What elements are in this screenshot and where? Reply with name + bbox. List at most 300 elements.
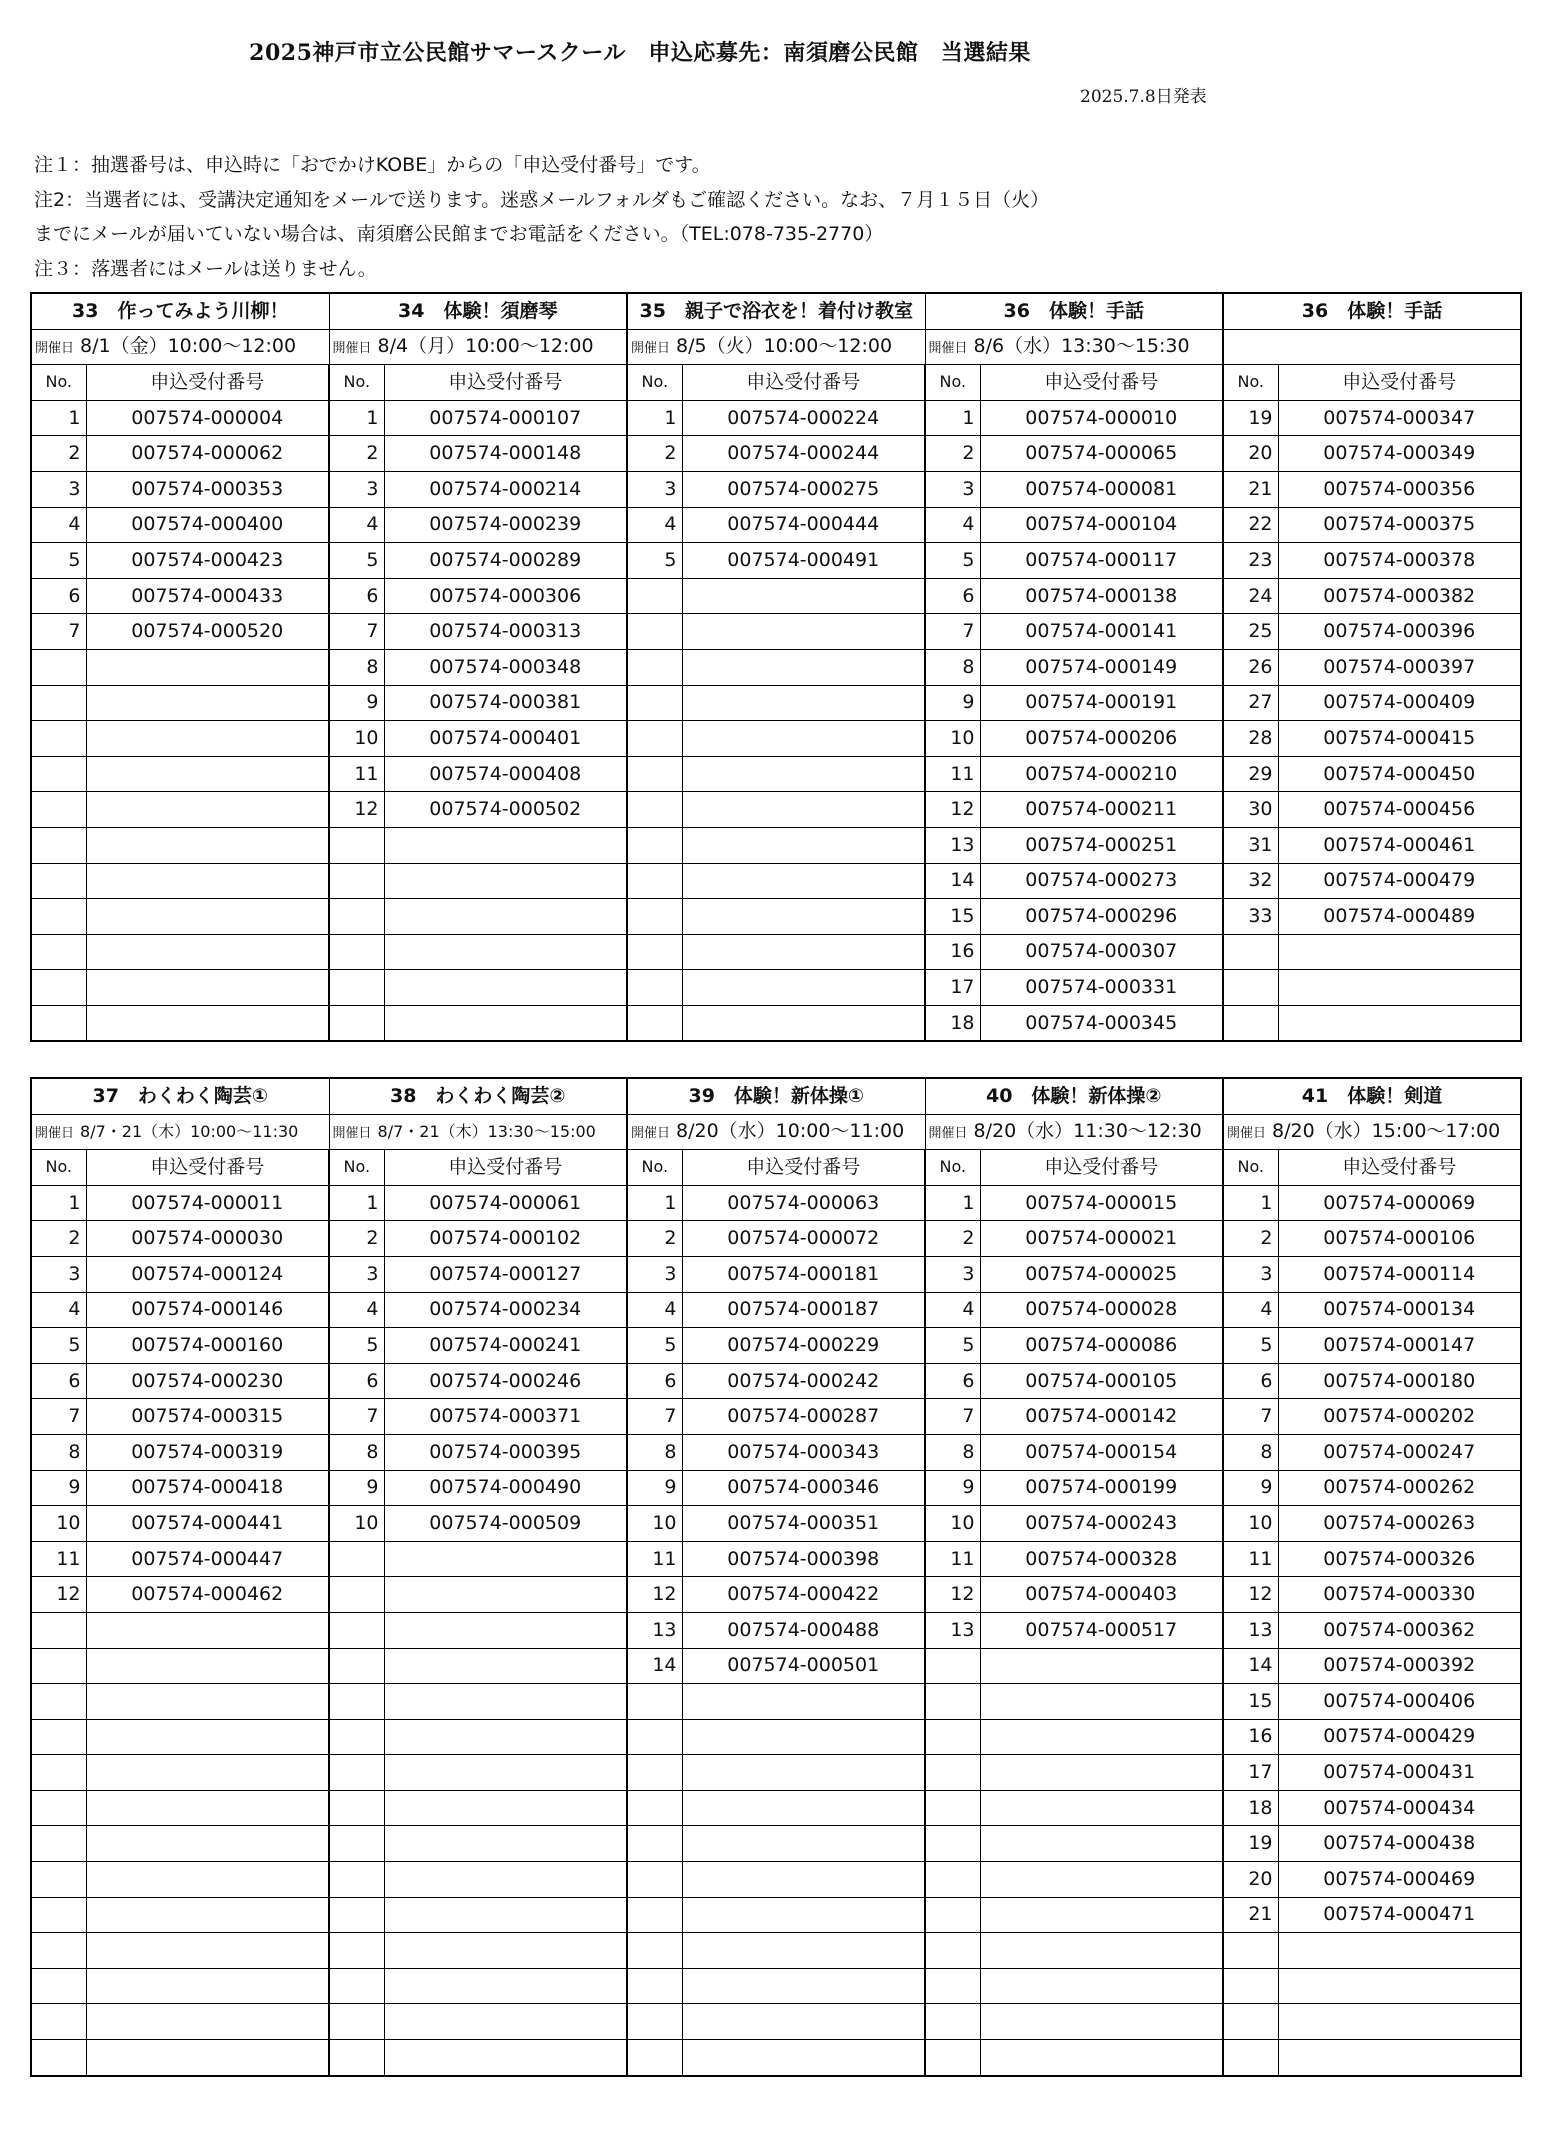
entry-number: 007574-000127: [384, 1256, 627, 1292]
table-row: [31, 1790, 1521, 1826]
entry-number: 007574-000210: [980, 756, 1223, 792]
entry-number: 007574-000069: [1278, 1185, 1521, 1221]
row-no: 11: [31, 1541, 86, 1577]
entry-number: 007574-000180: [1278, 1363, 1521, 1399]
row-no: 8: [1223, 1434, 1278, 1470]
row-no: [31, 1612, 86, 1648]
row-no: [329, 1005, 384, 1041]
course-date: [329, 1114, 627, 1150]
entry-number: [682, 1719, 925, 1755]
table-row: [31, 1612, 1521, 1648]
note-2-cont: までにメールが届いていない場合は、南須磨公民館までお電話をください。（TEL:078-735-2770）: [34, 223, 884, 245]
entry-number: 007574-000289: [384, 543, 627, 579]
table-row: [31, 2004, 1521, 2040]
row-no: 13: [925, 1612, 980, 1648]
entry-number: [980, 2040, 1223, 2076]
row-no: 26: [1223, 649, 1278, 685]
entry-number: [980, 1719, 1223, 1755]
row-no: [1223, 2040, 1278, 2076]
entry-number: 007574-000438: [1278, 1826, 1521, 1862]
col-header-number: 申込受付番号: [980, 365, 1223, 401]
entry-number: 007574-000418: [86, 1470, 329, 1506]
col-header-number: 申込受付番号: [980, 1150, 1223, 1186]
row-no: 2: [31, 436, 86, 472]
entry-number: 007574-000441: [86, 1506, 329, 1542]
col-header-number: 申込受付番号: [384, 365, 627, 401]
row-no: [329, 934, 384, 970]
row-no: [627, 578, 682, 614]
row-no: 16: [1223, 1719, 1278, 1755]
entry-number: 007574-000273: [980, 863, 1223, 899]
table-row: [31, 1897, 1521, 1933]
table-row: [31, 1399, 1521, 1435]
row-no: 11: [925, 756, 980, 792]
entry-number: 007574-000403: [980, 1577, 1223, 1613]
row-no: 5: [329, 543, 384, 579]
entry-number: 007574-000520: [86, 614, 329, 650]
row-no: 1: [925, 400, 980, 436]
course-title: 39 体験！新体操①: [627, 1078, 925, 1114]
row-no: 2: [925, 1221, 980, 1257]
course-title: 37 わくわく陶芸①: [31, 1078, 329, 1114]
course-title: 36 体験！手話: [925, 293, 1223, 329]
table-row: [31, 1292, 1521, 1328]
announcement-date: 2025.7.8日発表: [1080, 87, 1207, 107]
date-label: 開催日: [332, 1125, 372, 1141]
entry-number: 007574-000072: [682, 1221, 925, 1257]
table-row: [31, 899, 1521, 935]
row-no: [329, 1612, 384, 1648]
entry-number: [86, 792, 329, 828]
entry-number: 007574-000351: [682, 1506, 925, 1542]
row-no: [925, 1933, 980, 1969]
entry-number: [1278, 1933, 1521, 1969]
row-no: [1223, 1933, 1278, 1969]
entry-number: [384, 1968, 627, 2004]
date-value: 8/1（金）10:00～12:00: [80, 335, 297, 358]
row-no: [329, 1862, 384, 1898]
entry-number: [682, 614, 925, 650]
row-no: 9: [31, 1470, 86, 1506]
row-no: [31, 1897, 86, 1933]
row-no: [31, 1648, 86, 1684]
entry-number: [682, 1933, 925, 1969]
row-no: 15: [1223, 1684, 1278, 1720]
entry-number: 007574-000287: [682, 1399, 925, 1435]
entry-number: [682, 1684, 925, 1720]
entry-number: 007574-000345: [980, 1005, 1223, 1041]
row-no: 33: [1223, 899, 1278, 935]
course-title: 40 体験！新体操②: [925, 1078, 1223, 1114]
row-no: 7: [627, 1399, 682, 1435]
row-no: [627, 1897, 682, 1933]
row-no: [31, 1968, 86, 2004]
entry-number: 007574-000434: [1278, 1790, 1521, 1826]
table-row: [31, 756, 1521, 792]
entry-number: 007574-000348: [384, 649, 627, 685]
row-no: 19: [1223, 1826, 1278, 1862]
entry-number: [980, 1826, 1223, 1862]
entry-number: [86, 863, 329, 899]
date-label: 開催日: [332, 341, 372, 357]
row-no: [925, 1648, 980, 1684]
entry-number: 007574-000081: [980, 471, 1223, 507]
entry-number: [384, 1755, 627, 1791]
entry-number: [384, 1005, 627, 1041]
row-no: 9: [925, 685, 980, 721]
row-no: 1: [31, 400, 86, 436]
entry-number: [682, 899, 925, 935]
row-no: 13: [925, 827, 980, 863]
row-no: [1223, 970, 1278, 1006]
entry-number: [682, 792, 925, 828]
table-row: [31, 400, 1521, 436]
table-row: [31, 543, 1521, 579]
row-no: 5: [31, 543, 86, 579]
row-no: [627, 2040, 682, 2076]
entry-number: 007574-000296: [980, 899, 1223, 935]
entry-number: [980, 1862, 1223, 1898]
row-no: 8: [627, 1434, 682, 1470]
date-value: 8/6（水）13:30～15:30: [973, 335, 1190, 358]
entry-number: 007574-000378: [1278, 543, 1521, 579]
row-no: 11: [329, 756, 384, 792]
row-no: 3: [329, 1256, 384, 1292]
entry-number: [86, 970, 329, 1006]
entry-number: 007574-000422: [682, 1577, 925, 1613]
date-value: 8/4（月）10:00～12:00: [377, 335, 594, 358]
entry-number: [682, 970, 925, 1006]
row-no: [31, 1755, 86, 1791]
row-no: 8: [925, 649, 980, 685]
row-no: 11: [925, 1541, 980, 1577]
page-title: 2025神戸市立公民館サマースクール 申込応募先：南須磨公民館 当選結果: [249, 40, 1031, 66]
row-no: 8: [31, 1434, 86, 1470]
row-no: [31, 2004, 86, 2040]
row-no: 2: [1223, 1221, 1278, 1257]
entry-number: 007574-000181: [682, 1256, 925, 1292]
row-no: 3: [1223, 1256, 1278, 1292]
entry-number: [86, 1790, 329, 1826]
entry-number: [682, 1862, 925, 1898]
entry-number: [86, 1612, 329, 1648]
row-no: 21: [1223, 471, 1278, 507]
row-no: 2: [627, 1221, 682, 1257]
table-row: [31, 1577, 1521, 1613]
entry-number: 007574-000114: [1278, 1256, 1521, 1292]
row-no: [31, 792, 86, 828]
row-no: 9: [627, 1470, 682, 1506]
row-no: [627, 756, 682, 792]
entry-number: 007574-000307: [980, 934, 1223, 970]
row-no: [627, 1790, 682, 1826]
entry-number: 007574-000517: [980, 1612, 1223, 1648]
row-no: 12: [925, 1577, 980, 1613]
row-no: [627, 1933, 682, 1969]
col-header-no: No.: [329, 1150, 384, 1186]
entry-number: 007574-000429: [1278, 1719, 1521, 1755]
row-no: [31, 1862, 86, 1898]
course-title: 35 親子で浴衣を！着付け教室: [627, 293, 925, 329]
row-no: 16: [925, 934, 980, 970]
entry-number: 007574-000275: [682, 471, 925, 507]
entry-number: 007574-000025: [980, 1256, 1223, 1292]
entry-number: 007574-000456: [1278, 792, 1521, 828]
entry-number: [86, 1897, 329, 1933]
course-date: [31, 1114, 329, 1150]
row-no: 7: [925, 1399, 980, 1435]
entry-number: 007574-000491: [682, 543, 925, 579]
entry-number: [682, 1755, 925, 1791]
row-no: 8: [329, 1434, 384, 1470]
entry-number: [384, 1790, 627, 1826]
entry-number: 007574-000262: [1278, 1470, 1521, 1506]
row-no: 21: [1223, 1897, 1278, 1933]
entry-number: 007574-000028: [980, 1292, 1223, 1328]
table-row: [31, 1434, 1521, 1470]
entry-number: 007574-000147: [1278, 1328, 1521, 1364]
entry-number: [86, 899, 329, 935]
entry-number: 007574-000319: [86, 1434, 329, 1470]
row-no: 5: [925, 543, 980, 579]
row-no: 27: [1223, 685, 1278, 721]
row-no: [627, 1826, 682, 1862]
row-no: [627, 2004, 682, 2040]
entry-number: 007574-000229: [682, 1328, 925, 1364]
entry-number: [682, 863, 925, 899]
course-title: 36 体験！手話: [1223, 293, 1521, 329]
col-header-number: 申込受付番号: [86, 365, 329, 401]
row-no: 3: [31, 1256, 86, 1292]
entry-number: 007574-000104: [980, 507, 1223, 543]
entry-number: [86, 756, 329, 792]
entry-number: [384, 970, 627, 1006]
entry-number: [384, 2040, 627, 2076]
table-row: [31, 863, 1521, 899]
row-no: 5: [329, 1328, 384, 1364]
entry-number: 007574-000021: [980, 1221, 1223, 1257]
table-row: [31, 934, 1521, 970]
row-no: 6: [1223, 1363, 1278, 1399]
entry-number: 007574-000471: [1278, 1897, 1521, 1933]
entry-number: 007574-000102: [384, 1221, 627, 1257]
row-no: [627, 721, 682, 757]
entry-number: [682, 1005, 925, 1041]
row-no: 10: [329, 1506, 384, 1542]
entry-number: [384, 1719, 627, 1755]
row-no: [31, 721, 86, 757]
entry-number: 007574-000461: [1278, 827, 1521, 863]
entry-number: [980, 1790, 1223, 1826]
row-no: 6: [925, 578, 980, 614]
row-no: 11: [627, 1541, 682, 1577]
row-no: 6: [329, 578, 384, 614]
entry-number: 007574-000234: [384, 1292, 627, 1328]
course-date: [1223, 1114, 1521, 1150]
entry-number: [86, 649, 329, 685]
row-no: [627, 649, 682, 685]
table-row: [31, 1648, 1521, 1684]
row-no: [627, 1719, 682, 1755]
entry-number: 007574-000406: [1278, 1684, 1521, 1720]
row-no: [31, 1790, 86, 1826]
row-no: 14: [925, 863, 980, 899]
entry-number: 007574-000246: [384, 1363, 627, 1399]
entry-number: 007574-000086: [980, 1328, 1223, 1364]
entry-number: 007574-000356: [1278, 471, 1521, 507]
row-no: [627, 827, 682, 863]
entry-number: 007574-000423: [86, 543, 329, 579]
row-no: 4: [31, 507, 86, 543]
table-row: [31, 1328, 1521, 1364]
row-no: [31, 1933, 86, 1969]
row-no: [329, 899, 384, 935]
col-header-no: No.: [627, 1150, 682, 1186]
row-no: [329, 1755, 384, 1791]
row-no: 12: [627, 1577, 682, 1613]
row-no: 8: [925, 1434, 980, 1470]
entry-number: 007574-000347: [1278, 400, 1521, 436]
entry-number: 007574-000489: [1278, 899, 1521, 935]
row-no: 24: [1223, 578, 1278, 614]
entry-number: 007574-000433: [86, 578, 329, 614]
col-header-no: No.: [925, 1150, 980, 1186]
entry-number: 007574-000362: [1278, 1612, 1521, 1648]
entry-number: [980, 1897, 1223, 1933]
row-no: [329, 1577, 384, 1613]
row-no: 6: [31, 1363, 86, 1399]
course-date: [925, 1114, 1223, 1150]
table-row: [31, 685, 1521, 721]
entry-number: 007574-000106: [1278, 1221, 1521, 1257]
entry-number: 007574-000149: [980, 649, 1223, 685]
row-no: 6: [925, 1363, 980, 1399]
date-label: 開催日: [631, 341, 671, 357]
entry-number: [384, 899, 627, 935]
col-header-no: No.: [1223, 365, 1278, 401]
row-no: 2: [31, 1221, 86, 1257]
row-no: [925, 1719, 980, 1755]
entry-number: 007574-000353: [86, 471, 329, 507]
entry-number: 007574-000030: [86, 1221, 329, 1257]
entry-number: 007574-000328: [980, 1541, 1223, 1577]
notes: [34, 148, 1049, 286]
row-no: 20: [1223, 436, 1278, 472]
entry-number: [1278, 2004, 1521, 2040]
table-row: [31, 1862, 1521, 1898]
entry-number: 007574-000142: [980, 1399, 1223, 1435]
table-row: [31, 1755, 1521, 1791]
row-no: [329, 863, 384, 899]
table-row: [31, 1221, 1521, 1257]
row-no: 13: [627, 1612, 682, 1648]
table-row: [31, 1684, 1521, 1720]
entry-number: 007574-000211: [980, 792, 1223, 828]
row-no: 6: [627, 1363, 682, 1399]
row-no: 19: [1223, 400, 1278, 436]
col-header-no: No.: [329, 365, 384, 401]
row-no: [1223, 934, 1278, 970]
entry-number: [384, 827, 627, 863]
table-row: [31, 507, 1521, 543]
course-date: [31, 329, 329, 365]
entry-number: 007574-000331: [980, 970, 1223, 1006]
entry-number: 007574-000392: [1278, 1648, 1521, 1684]
entry-number: [1278, 2040, 1521, 2076]
table-row: [31, 1363, 1521, 1399]
col-header-no: No.: [627, 365, 682, 401]
entry-number: [86, 1005, 329, 1041]
row-no: 7: [31, 1399, 86, 1435]
row-no: 8: [329, 649, 384, 685]
entry-number: 007574-000509: [384, 1506, 627, 1542]
entry-number: 007574-000415: [1278, 721, 1521, 757]
entry-number: 007574-000400: [86, 507, 329, 543]
row-no: 3: [329, 471, 384, 507]
row-no: [31, 756, 86, 792]
row-no: [627, 1862, 682, 1898]
row-no: 1: [1223, 1185, 1278, 1221]
row-no: [31, 1684, 86, 1720]
row-no: 1: [31, 1185, 86, 1221]
row-no: 4: [925, 1292, 980, 1328]
entry-number: 007574-000408: [384, 756, 627, 792]
row-no: [627, 685, 682, 721]
entry-number: [980, 1684, 1223, 1720]
entry-number: [1278, 1005, 1521, 1041]
row-no: [627, 1005, 682, 1041]
col-header-no: No.: [31, 1150, 86, 1186]
entry-number: [384, 934, 627, 970]
table-row: [31, 1256, 1521, 1292]
table-row: [31, 649, 1521, 685]
entry-number: [86, 685, 329, 721]
row-no: 28: [1223, 721, 1278, 757]
date-value: 8/5（火）10:00～12:00: [676, 335, 893, 358]
entry-number: 007574-000148: [384, 436, 627, 472]
table-row: [31, 471, 1521, 507]
entry-number: 007574-000154: [980, 1434, 1223, 1470]
entry-number: 007574-000187: [682, 1292, 925, 1328]
entry-number: 007574-000117: [980, 543, 1223, 579]
table-row: [31, 827, 1521, 863]
entry-number: 007574-000239: [384, 507, 627, 543]
row-no: [925, 2040, 980, 2076]
col-header-no: No.: [1223, 1150, 1278, 1186]
row-no: [627, 792, 682, 828]
row-no: 12: [925, 792, 980, 828]
date-value: 8/7・21（木）10:00～11:30: [80, 1121, 299, 1141]
date-value: 8/20（水）15:00～17:00: [1272, 1120, 1501, 1143]
row-no: 4: [627, 1292, 682, 1328]
row-no: 10: [627, 1506, 682, 1542]
entry-number: [384, 1933, 627, 1969]
entry-number: 007574-000206: [980, 721, 1223, 757]
entry-number: [384, 1612, 627, 1648]
table-row: [31, 721, 1521, 757]
entry-number: 007574-000247: [1278, 1434, 1521, 1470]
entry-number: 007574-000343: [682, 1434, 925, 1470]
row-no: 10: [31, 1506, 86, 1542]
entry-number: [86, 1648, 329, 1684]
entry-number: 007574-000396: [1278, 614, 1521, 650]
entry-number: [980, 1648, 1223, 1684]
row-no: 3: [925, 471, 980, 507]
table-row: [31, 1506, 1521, 1542]
row-no: [925, 1790, 980, 1826]
row-no: [1223, 2004, 1278, 2040]
entry-number: [86, 721, 329, 757]
